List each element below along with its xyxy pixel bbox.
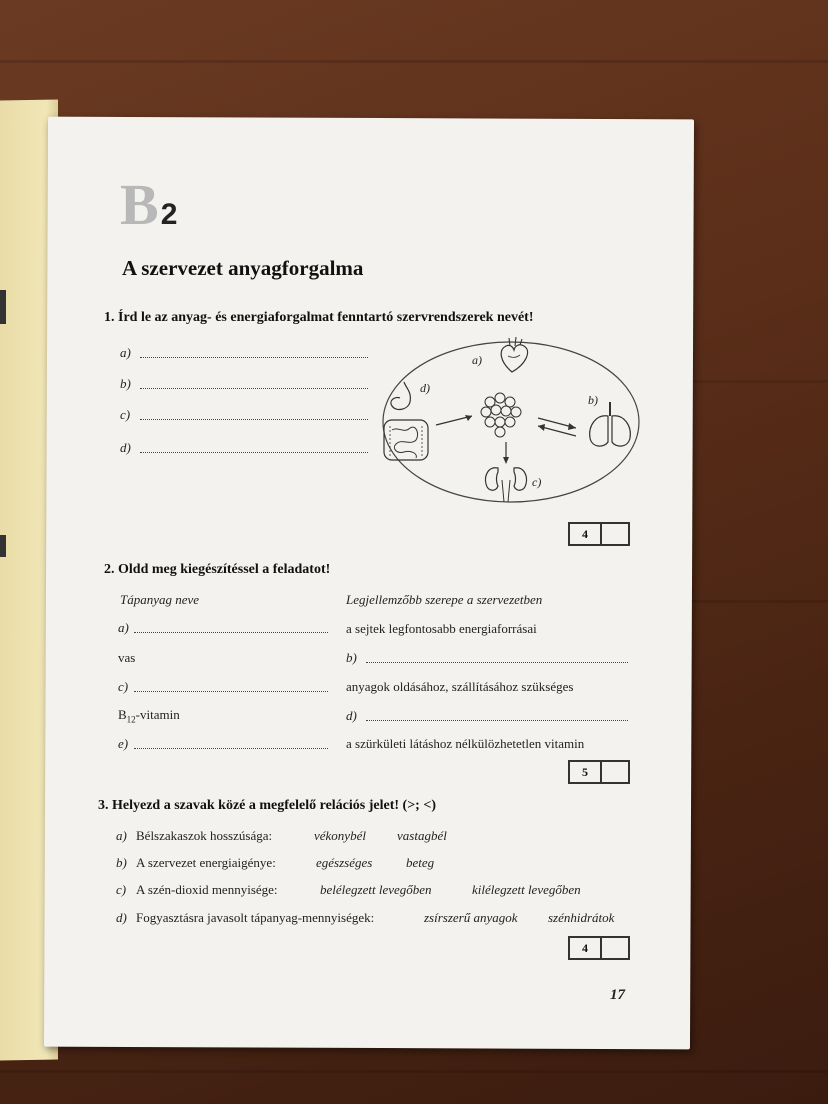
q1-answer-line-d[interactable]	[140, 452, 368, 453]
q3-item-a-word1: vékonybél	[314, 828, 366, 843]
page-title: A szervezet anyagforgalma	[122, 256, 364, 280]
q3-item-c-word2: kilélegzett levegőben	[472, 882, 581, 897]
vitamin-letter: B	[118, 707, 127, 722]
section-letter: B	[120, 172, 159, 237]
body-cells-icon	[481, 393, 521, 437]
q1-answer-line-b[interactable]	[140, 388, 368, 389]
q1-label-b: b)	[120, 376, 131, 391]
diagram-label-b: b)	[588, 393, 598, 407]
q2-row2-right: b)	[346, 650, 357, 665]
q3-item-b-text: A szervezet energiaigénye:	[136, 855, 276, 870]
lungs-icon	[590, 402, 631, 446]
q3-item-d-letter: d)	[116, 910, 127, 925]
q3-item-d-word1: zsírszerű anyagok	[424, 910, 518, 925]
q1-label-d: d)	[120, 440, 131, 455]
q2-col2-header: Legjellemzőbb szerepe a szervezetben	[346, 592, 543, 607]
q2-max-points: 5	[570, 762, 602, 782]
q3-prompt: 3. Helyezd a szavak közé a megfelelő relációs jelet! (>; <)	[98, 798, 436, 813]
left-page-mark	[0, 535, 6, 557]
q2-row2-left: vas	[118, 650, 136, 665]
q1-max-points: 4	[570, 524, 602, 544]
q1-prompt: 1. Írd le az anyag- és energiaforgalmat fenntartó szervrendszerek nevét!	[104, 310, 534, 325]
q3-max-points: 4	[570, 938, 602, 958]
diagram-label-c: c)	[532, 475, 542, 489]
vitamin-subscript: 12	[126, 714, 136, 725]
q2-row2-answer-line[interactable]	[366, 662, 628, 663]
q3-item-a-word2: vastagbél	[397, 828, 447, 843]
q1-score-box[interactable]	[568, 522, 630, 546]
q2-row4-left	[118, 707, 180, 725]
q3-item-b-word1: egészséges	[316, 855, 373, 870]
section-number: 2	[160, 198, 178, 231]
q2-row5-answer-line[interactable]	[134, 748, 328, 749]
q1-label-a: a)	[120, 345, 131, 360]
wood-grain	[0, 1070, 828, 1073]
q3-item-a-letter: a)	[116, 828, 127, 843]
q2-row1-answer-line[interactable]	[134, 632, 328, 633]
q3-item-d-word2: szénhidrátok	[548, 910, 615, 925]
q3-item-c-letter: c)	[116, 882, 127, 897]
q1-label-c: c)	[120, 407, 131, 422]
q2-row4-answer-line[interactable]	[366, 720, 628, 721]
page-number: 17	[610, 987, 625, 1003]
q1-answer-line-c[interactable]	[140, 419, 368, 420]
left-page-mark	[0, 290, 6, 324]
q3-item-a-text: Bélszakaszok hosszúsága:	[136, 828, 273, 843]
q2-col1-header: Tápanyag neve	[120, 592, 200, 607]
q2-row3-answer-line[interactable]	[134, 691, 328, 692]
kidneys-icon	[486, 468, 527, 502]
q3-item-b-word2: beteg	[406, 855, 435, 870]
diagram-label-d: d)	[420, 381, 430, 395]
q3-item-c-word1: belélegzett levegőben	[320, 882, 432, 897]
q2-row1-right: a sejtek legfontosabb energiaforrásai	[346, 621, 537, 636]
q2-row3-right: anyagok oldásához, szállításához szükséges	[346, 679, 574, 694]
q2-row5-left: e)	[118, 736, 129, 751]
q3-score-box[interactable]	[568, 936, 630, 960]
q2-row3-left: c)	[118, 679, 129, 694]
diagram-label-a: a)	[472, 353, 482, 367]
section-code	[120, 172, 178, 237]
q3-item-d-text: Fogyasztásra javasolt tápanyag-mennyiségek:	[136, 910, 375, 925]
organ-systems-diagram	[376, 330, 646, 510]
q2-row4-right: d)	[346, 708, 357, 723]
q3-item-b-letter: b)	[116, 855, 127, 870]
vitamin-suffix: -vitamin	[135, 707, 180, 722]
q1-answer-line-a[interactable]	[140, 357, 368, 358]
q3-item-c-text: A szén-dioxid mennyisége:	[136, 882, 278, 897]
q2-row1-left: a)	[118, 620, 129, 635]
q2-score-box[interactable]	[568, 760, 630, 784]
q2-row5-right: a szürkületi látáshoz nélkülözhetetlen vitamin	[346, 736, 585, 751]
wood-grain	[0, 60, 828, 63]
q2-prompt: 2. Oldd meg kiegészítéssel a feladatot!	[104, 562, 331, 577]
